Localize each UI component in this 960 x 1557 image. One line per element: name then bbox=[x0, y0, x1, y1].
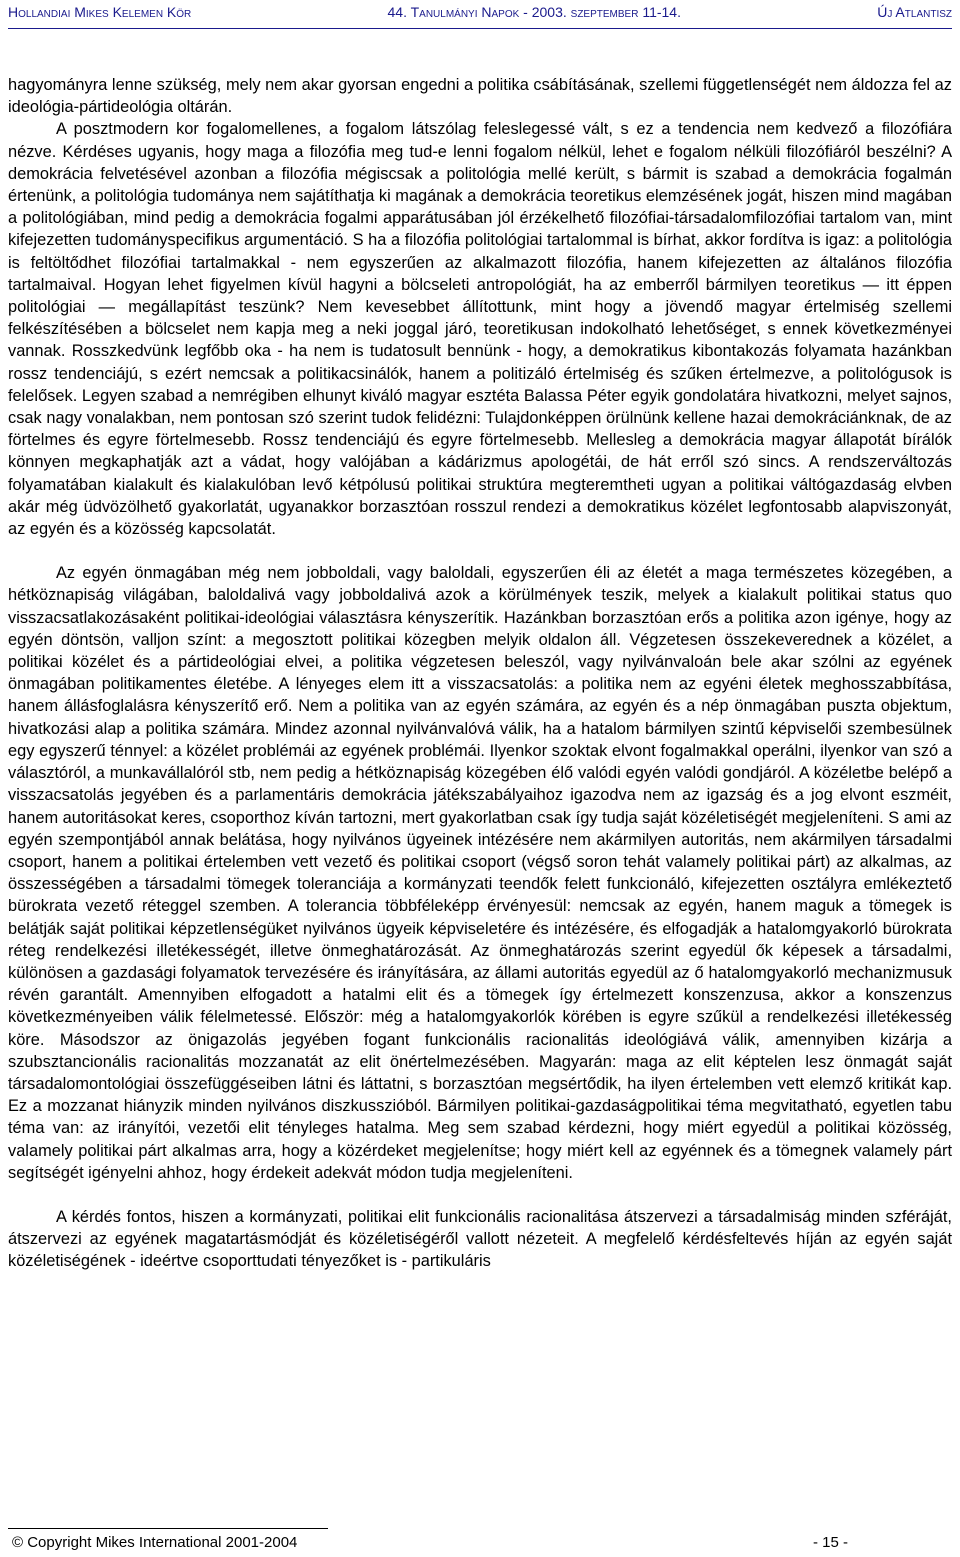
paragraph-1: hagyományra lenne szükség, mely nem akar gyorsan engedni a politika csábításának, szellemi függetlenségét nem áldozza fel az ideológia-pártideológia oltárán. bbox=[8, 76, 952, 117]
header-center: 44. Tanulmányi Napok - 2003. szeptember 11-14. bbox=[387, 4, 681, 20]
copyright-notice: © Copyright Mikes International 2001-2004 bbox=[12, 1534, 298, 1551]
body-text bbox=[8, 74, 952, 1273]
running-header bbox=[8, 4, 952, 26]
header-right: Új Atlantisz bbox=[877, 4, 952, 20]
page-footer bbox=[8, 1534, 952, 1554]
footer-divider bbox=[8, 1528, 328, 1529]
page-number: - 15 - bbox=[812, 1534, 848, 1551]
paragraph-3: Az egyén önmagában még nem jobboldali, vagy baloldali, egyszerűen éli az életét a maga természetes közegében, a hétköznapiság világában, baloldalivá vagy jobboldalivá azok a körülmények teszik, melyek a kialakult politikai status quo visszacsatlakozásaként politikai-ideológiai választásra kényszerítik. Hazánkban borzasztóan erős a politika azon igénye, hogy az egyén döntsön, valljon színt: a megosztott politikai közegben melyik oldalon áll. Végzetesen összekeverednek a közélet, a politikai közélet és a pártideológiai elvei, a politika végzetesen beleszól, vagy nyilvánvaloán bele akar szólni az egyének önmagában politikamentes életébe. A lényeges elem itt a visszacsatolás: a politika nem az egyéni életek meghosszabbítása, hanem állásfoglalásra kényszerítő erő. Nem a politika van az egyén számára, az egyén és a nép önmagában puszta objektum, hivatkozási alap a politika számára. Mindez azonnal nyilvánvalóvá válik, ha a hatalom bármilyen szintű képviselői szembesülnek egy egyszerű ténnyel: a közélet problémái az egyének problémái. Ilyenkor szoktak elvont fogalmakkal operálni, ilyenkor van szó a választóról, a munkavállalóról stb, nem pedig a hétköznapiság közegében élő valódi egyén valódi gondjáról. A közéletbe belépő a visszacsatolás jegyében és a parlamentáris demokrácia játékszabályaihoz igazodva nem az igazság és a jog elvont eszméit, hanem autoritásokat keres, csoporthoz kíván tartozni, mert gyakorlatban csak így tudja saját közéletiségét megjeleníteni. S ami az egyén szempontjából annak belátása, hogy nyilvános ügyeinek intézésére nem akármilyen autoritás, nem akármilyen társadalmi csoport, hanem a politikai értelemben vett vezető és politikai csoport (végső soron tehát valamely politikai párt) az alkalmas, az összességében a társadalmi tömegek toleranciája a kormányzati teendők felett funkcionáló, kifejezetten osztályra emlékeztető bürokrata vezető réteggel szemben. A tolerancia többféleképp érvényesül: nemcsak az egyén, hanem maguk a tömegek is belátják saját politikai képzetlenségüket nyilvános ügyeik képviseletére és intézésére, és elfogadják a hatalomgyakorló bürokrata réteg rendelkezési illetékességét, illetve önmeghatározását. Az önmeghatározás szerint egyedül ők képesek a társadalmi, különösen a gazdasági folyamatok tervezésére és irányítására, az állami autoritás egyedül az ő hatalomgyakorló mechanizmusuk révén garantált. Amennyiben elfogadott a hatalmi elit és a tömegek így értelmezett konszenzusa, akkor a konszenzus következményeiben válik félelmetessé. Először: még a hatalomgyakorlók körében is egyre szűkül a rendelkezési illetékesség köre. Másodszor az önigazolás jegyében fogant funkcionális racionalitás ideológiává válik, amennyiben kizárja a szubsztancionális racionalitás mozzanatát az elit önértelmezésében. Magyarán: maga az elit képtelen lesz önmagát saját társadalomontológiai összefüggéseiben látni és láttatni, s borzasztóan megsértődik, ha ilyen értelemben vett elemző kritikát kap. Ez a mozzanat hiányzik minden nyilvános diszkusszióból. Bármilyen politikai-gazdaságpolitikai téma megvitatható, egyetlen tabu téma van: az irányítói, vezetői elit tényleges hatalma. Meg sem szabad kérdezni, hogy miért egyedül a politikai közösség, valamely politikai párt alkalmas arra, hogy a közérdeket megjelenítse; hogy miért kell az egyénnek és a tömegnek valamely párt segítségét igényelni ahhoz, hogy érdekeit adekvát módon tudja megjeleníteni. bbox=[8, 564, 952, 1182]
header-left: Hollandiai Mikes Kelemen Kör bbox=[8, 4, 192, 20]
paragraph-2: A posztmodern kor fogalomellenes, a fogalom látszólag feleslegessé vált, s ez a tendencia nem kedvező a filozófiára nézve. Kérdéses ugyanis, hogy maga a filozófia meg tud-e lenni fogalom nélkül, lehet e fogalom nélküli filozófiáról beszélni? A demokrácia felvetésével azonban a filozófia mégiscsak a politológia mellé került, s bármit is szabad a demokrácia fogalmán értenünk, a politológia tudománya nem sajátíthatja ki magának a demokrácia teoretikus elemzésének jogát, hiszen mind magában a politológiában, mind pedig a demokrácia fogalmi apparátusában jól érzékelhető filozófiai-társadalomfilozófiai tartalom van, mint kifejezetten tudományspecifikus argumentáció. S ha a filozófia politológiai tartalommal is bírhat, akkor fordítva is igaz: a politológia is feltöltődhet filozófiai tartalmakkal - nem egyszerűen az alkalmazott filozófia, hanem kifejezetten az általános filozófia tartalmaival. Hogyan lehet figyelmen kívül hagyni a bölcseleti antropológiát, ha az emberről bármilyen teoretikus — itt éppen politológiai — megállapítást teszünk? Nem kevesebbet állítottunk, mint hogy a jövendő magyar értelmiség szellemi felkészítésében a bölcselet nem kapja meg a neki joggal járó, teoretikusan indokolható lehetőséget, s ennek következményei vannak. Rosszkedvünk legfőbb oka - ha nem is tudatosult bennünk - hogy, a demokratikus kibontakozás folyamata hazánkban rossz tendenciájú, s ezért nemcsak a politikacsinálók, hanem a politizáló értelmiség és szűken értelmezve, a politológusok is felelősek. Legyen szabad a nemrégiben elhunyt kiváló magyar esztéta Balassa Péter egyik gondolatára hivatkozni, melyet sajnos, csak nagy vonalakban, nem pontosan szó szerint tudok felidézni: Tulajdonképpen örülnünk kellene hazai demokráciánknak, de az förtelmes és egyre förtelmesebb. Rossz tendenciájú és egyre förtelmesebb. Mellesleg a demokrácia magyar állapotát bírálók könnyen megkaphatják azt a vádat, hogy valójában a kádárizmus apologétái, de hát erről szó sincs. A rendszerváltozás folyamatában kialakult és kialakulóban levő kétpólusú politikai struktúra megteremtheti ugyan a politikai váltógazdaság elvben akár még üdvözölhető gyakorlatát, ugyanakkor borzasztóan rosszul rendezi a demokratikus közélet legfontosabb alapviszonyát, az egyén és a közösség kapcsolatát. bbox=[8, 120, 952, 539]
paragraph-4: A kérdés fontos, hiszen a kormányzati, politikai elit funkcionális racionalitása átszervezi a társadalmiság minden szféráját, átszervezi az egyének magatartásmódját és közéletiségéről vallott nézeteit. A megfelelő kérdésfeltevés híján az egyén saját közéletiségének - ideértve csoporttudati tényezőket is - partikuláris bbox=[8, 1207, 952, 1271]
header-divider bbox=[8, 28, 952, 29]
